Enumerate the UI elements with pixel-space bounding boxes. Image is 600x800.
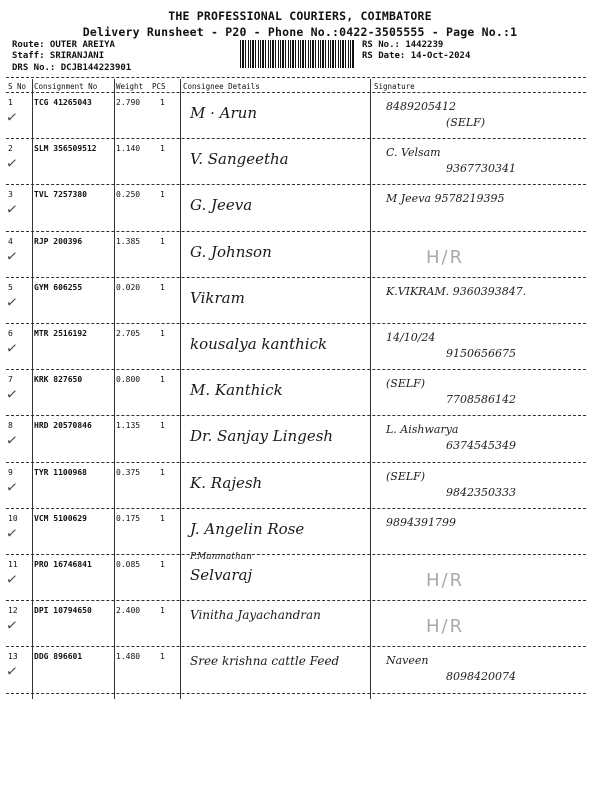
staff-label: Staff: SRIRANJANI [12, 51, 105, 61]
weight-value: 1.480 [116, 652, 141, 662]
check-mark-icon: ✓ [4, 155, 19, 173]
rs-number: RS No.: 1442239 [362, 40, 444, 50]
check-mark-icon: ✓ [4, 663, 19, 682]
consignment-number: MTR 2516192 [34, 329, 87, 338]
signature-text: H/R [426, 616, 465, 638]
signature-text: M Jeeva 9578219395 [386, 192, 505, 206]
check-mark-icon: ✓ [4, 201, 19, 220]
col-signature: Signature [374, 82, 415, 91]
consignee-name: Dr. Sanjay Lingesh [190, 427, 334, 446]
signature-phone: 8098420074 [446, 670, 516, 684]
signature-phone: 7708586142 [446, 393, 516, 407]
serial-number: 1 [8, 98, 13, 107]
consignee-name: Vikram [190, 288, 245, 307]
consignment-number: TYR 1100968 [34, 467, 87, 477]
check-mark-icon: ✓ [4, 571, 19, 589]
table-row [6, 371, 586, 418]
consignment-number: HRD 20570846 [34, 421, 92, 431]
weight-value: 1.140 [116, 144, 141, 154]
pieces-count: 1 [160, 144, 165, 154]
table-row [6, 510, 586, 557]
serial-number: 6 [8, 329, 13, 338]
consignee-name: Vinitha Jayachandran [190, 608, 321, 623]
consignee-name: M. Kanthick [190, 381, 283, 400]
signature-phone: 9367730341 [446, 162, 516, 176]
pieces-count: 1 [160, 560, 165, 569]
check-mark-icon: ✓ [4, 525, 19, 543]
row-divider [6, 693, 586, 694]
row-divider [6, 554, 586, 555]
table-row [6, 648, 586, 695]
consignee-name: kousalya kanthick [190, 335, 328, 353]
weight-value: 1.135 [116, 421, 141, 431]
row-divider [6, 231, 586, 232]
check-mark-icon: ✓ [4, 478, 19, 497]
weight-value: 0.375 [116, 467, 141, 477]
pieces-count: 1 [160, 98, 165, 107]
pieces-count: 1 [160, 421, 165, 431]
row-divider [6, 184, 586, 185]
row-divider [6, 462, 586, 463]
table-row [6, 140, 586, 187]
weight-value: 0.800 [116, 375, 141, 385]
consignee-name: G. Jeeva [190, 196, 253, 215]
weight-value: 0.085 [116, 560, 141, 569]
header-divider [6, 77, 586, 78]
consignment-number: DDG 896601 [34, 652, 83, 662]
pieces-count: 1 [160, 329, 165, 338]
serial-number: 8 [8, 421, 13, 431]
serial-number: 4 [8, 236, 13, 246]
signature-phone: 9150656675 [446, 347, 516, 360]
row-divider [6, 138, 586, 139]
check-mark-icon: ✓ [4, 247, 19, 266]
table-row [4, 552, 586, 603]
weight-value: 2.705 [116, 329, 141, 338]
check-mark-icon: ✓ [4, 617, 19, 635]
signature-phone: P.Manmathan [190, 552, 252, 562]
serial-number: 9 [8, 467, 13, 477]
signature-text: K.VIKRAM. 9360393847. [386, 284, 527, 298]
serial-number: 13 [8, 652, 18, 662]
serial-number: 12 [8, 606, 18, 616]
table-row [6, 94, 586, 141]
serial-number: 2 [8, 144, 13, 154]
row-divider [6, 508, 586, 509]
weight-value: 0.175 [116, 513, 141, 523]
consignee-name: G. Johnson [190, 242, 272, 261]
check-mark-icon: ✓ [4, 294, 19, 312]
barcode [240, 40, 354, 68]
check-mark-icon: ✓ [4, 340, 19, 358]
signature-text: L. Aishwarya [386, 423, 459, 437]
consignee-name: V. Sangeetha [190, 150, 289, 169]
weight-value: 2.400 [116, 606, 141, 616]
row-divider [6, 369, 586, 370]
serial-number: 5 [8, 282, 13, 292]
pieces-count: 1 [160, 282, 165, 292]
table-row [6, 279, 586, 326]
pieces-count: 1 [160, 236, 165, 246]
consignee-name: Selvaraj [190, 566, 253, 584]
col-pcs: PCS [152, 82, 166, 91]
signature-phone: 6374545349 [446, 439, 516, 453]
weight-value: 1.385 [116, 236, 141, 246]
company-title: THE PROFESSIONAL COURIERS, COIMBATORE [168, 9, 432, 23]
serial-number: 10 [8, 513, 18, 523]
pieces-count: 1 [160, 467, 165, 477]
row-divider [6, 323, 586, 324]
consignment-number: VCM 5100629 [34, 513, 87, 523]
column-header-divider [6, 92, 586, 93]
signature-text: C. Velsam [386, 146, 441, 160]
col-consignee: Consignee Details [183, 82, 260, 91]
weight-value: 2.790 [116, 98, 141, 107]
table-row [6, 464, 586, 511]
consignee-name: Sree krishna cattle Feed [190, 654, 340, 669]
serial-number: 7 [8, 375, 13, 385]
check-mark-icon: ✓ [4, 386, 19, 404]
signature-text: Naveen [386, 654, 429, 668]
check-mark-icon: ✓ [4, 432, 19, 451]
consignee-name: J. Angelin Rose [190, 519, 305, 538]
drs-number: DRS No.: DCJB144223901 [12, 63, 132, 73]
pieces-count: 1 [160, 375, 165, 385]
row-divider [6, 415, 586, 416]
pieces-count: 1 [160, 190, 165, 200]
col-sno: S No [8, 82, 27, 91]
row-divider [6, 277, 586, 278]
consignee-name: M · Arun [190, 104, 257, 122]
check-mark-icon: ✓ [4, 109, 19, 127]
col-weight: Weight [116, 82, 144, 91]
consignment-number: PRO 16746841 [34, 560, 92, 569]
signature-text: 14/10/24 [386, 331, 436, 344]
row-divider [6, 646, 586, 647]
signature-text: (SELF) [386, 469, 426, 483]
consignment-number: KRK 827650 [34, 375, 83, 385]
row-divider [6, 600, 586, 601]
table-row [6, 417, 586, 464]
signature-text: H/R [426, 246, 465, 268]
table-row [6, 325, 586, 372]
runsheet-title: Delivery Runsheet - P20 - Phone No.:0422-3505555 - Page No.:1 [82, 25, 518, 39]
table-row [6, 602, 586, 649]
table-row [6, 233, 586, 280]
signature-phone: 9842350333 [446, 485, 516, 499]
consignment-number: TCG 41265043 [34, 98, 92, 107]
signature-phone: (SELF) [446, 116, 486, 129]
pieces-count: 1 [160, 513, 165, 523]
consignment-number: SLM 356509512 [34, 144, 97, 154]
signature-text: H/R [426, 570, 465, 591]
serial-number: 3 [8, 190, 13, 200]
consignee-name: K. Rajesh [190, 473, 263, 492]
weight-value: 0.250 [116, 190, 141, 200]
signature-text: (SELF) [386, 377, 426, 391]
pieces-count: 1 [160, 606, 165, 616]
col-consignment: Consignment No [34, 82, 98, 91]
consignment-number: DPI 10794650 [34, 606, 92, 616]
signature-text: 8489205412 [386, 100, 456, 113]
serial-number: 11 [8, 560, 18, 569]
consignment-number: GYM 606255 [34, 282, 83, 292]
rs-date: RS Date: 14-Oct-2024 [362, 51, 471, 61]
signature-text: 9894391799 [386, 515, 456, 529]
consignment-number: RJP 200396 [34, 236, 83, 246]
consignment-number: TVL 7257380 [34, 190, 87, 200]
weight-value: 0.020 [116, 282, 141, 292]
route-label: Route: OUTER AREIYA [12, 40, 115, 50]
table-row [6, 186, 586, 233]
pieces-count: 1 [160, 652, 165, 662]
